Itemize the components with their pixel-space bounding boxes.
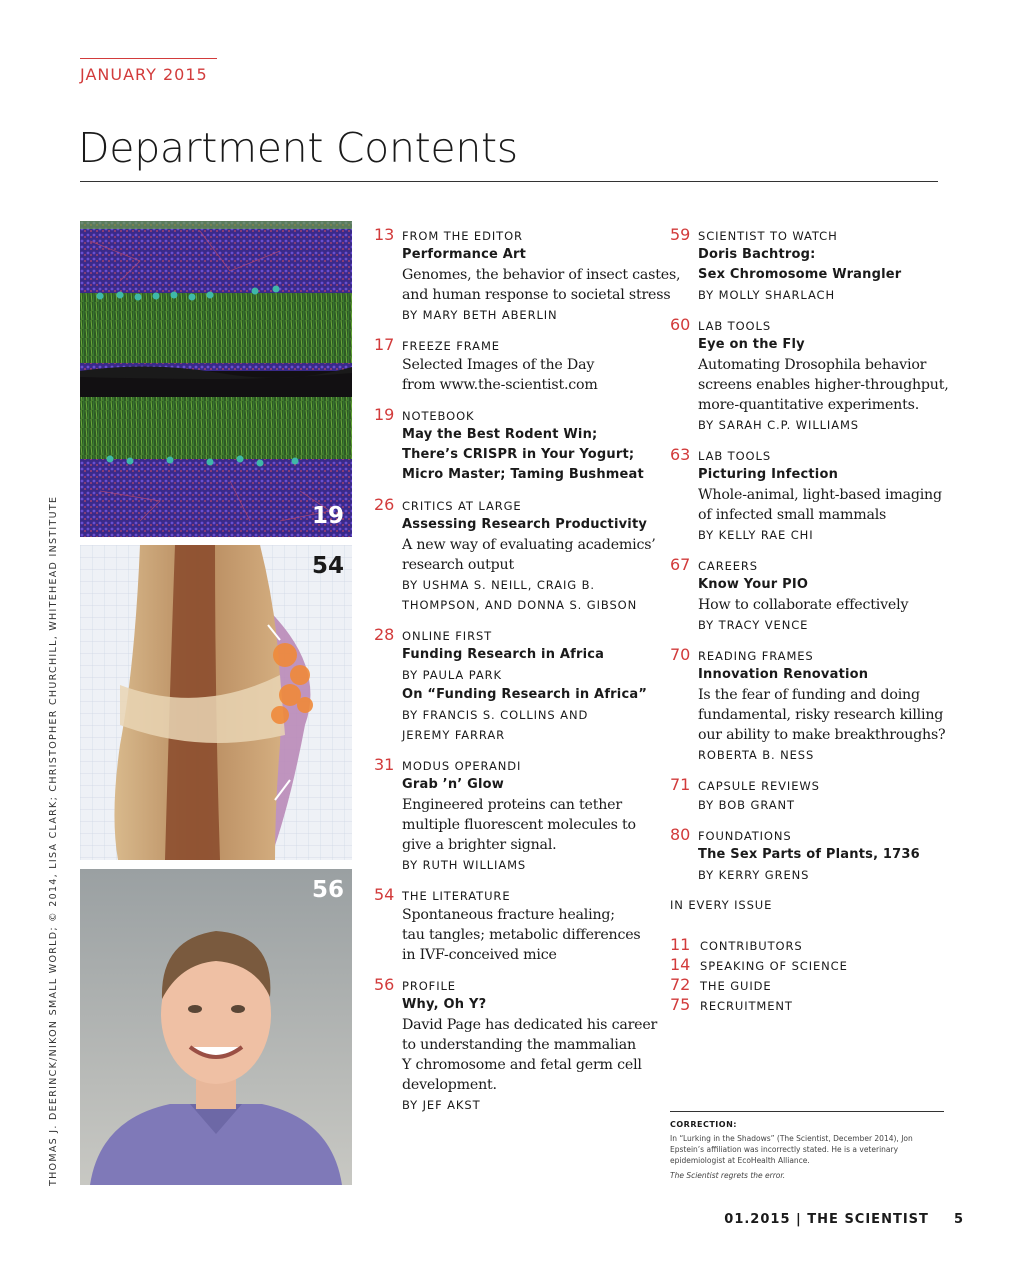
entry-byline: BY KERRY GRENS <box>698 868 810 882</box>
page-number: 19 <box>374 405 395 424</box>
photo-page-badge: 54 <box>311 553 344 579</box>
entry-description: Engineered proteins can tether <box>402 797 622 813</box>
every-issue-item[interactable] <box>670 975 950 995</box>
page-number: 75 <box>670 995 691 1014</box>
micrograph-illustration <box>80 221 352 537</box>
correction-heading: CORRECTION: <box>670 1120 737 1129</box>
contents-entry[interactable] <box>374 405 664 485</box>
contents-entry[interactable] <box>670 645 950 765</box>
entry-headline: Why, Oh Y? <box>402 997 487 1012</box>
entry-byline: BY KELLY RAE CHI <box>698 528 814 542</box>
entry-byline: JEREMY FARRAR <box>402 728 506 742</box>
entry-description: Is the fear of funding and doing <box>698 687 920 703</box>
entry-headline: Performance Art <box>402 247 527 262</box>
page-number: 71 <box>670 775 691 794</box>
correction-box <box>670 1111 944 1181</box>
entry-headline: Assessing Research Productivity <box>402 517 648 532</box>
every-issue-item[interactable] <box>670 955 950 975</box>
entry-headline: Innovation Renovation <box>698 667 869 682</box>
entry-description: and human response to societal stress <box>402 287 671 303</box>
entry-headline: Funding Research in Africa <box>402 647 605 662</box>
entry-description: of infected small mammals <box>698 507 887 523</box>
page-number: 56 <box>374 975 395 994</box>
contents-entry[interactable] <box>374 335 664 395</box>
page-number: 54 <box>374 885 395 904</box>
entry-byline: BY FRANCIS S. COLLINS AND <box>402 708 589 722</box>
entry-description: more-quantitative experiments. <box>698 397 920 413</box>
every-issue-item[interactable] <box>670 935 950 955</box>
entry-header <box>670 645 950 665</box>
entry-byline: BY PAULA PARK <box>402 668 502 682</box>
page-number: 72 <box>670 975 691 994</box>
entry-header <box>374 755 664 775</box>
page-number: 60 <box>670 315 691 334</box>
section-label: PROFILE <box>402 979 456 993</box>
portrait-photo <box>80 869 352 1185</box>
entry-description: multiple fluorescent molecules to <box>402 817 636 833</box>
entry-description: Spontaneous fracture healing; <box>402 907 615 923</box>
entry-description: tau tangles; metabolic differences <box>402 927 641 943</box>
entry-headline: On “Funding Research in Africa” <box>402 687 648 702</box>
page-number: 67 <box>670 555 691 574</box>
title-rule <box>80 181 938 182</box>
entry-description: David Page has dedicated his career <box>402 1017 658 1033</box>
entry-headline: Know Your PIO <box>698 577 809 592</box>
entry-byline: BY RUTH WILLIAMS <box>402 858 527 872</box>
entry-byline: ROBERTA B. NESS <box>698 748 815 762</box>
every-issue-label: IN EVERY ISSUE <box>670 898 773 912</box>
entry-byline: BY MOLLY SHARLACH <box>698 288 835 302</box>
contents-entry[interactable] <box>670 555 950 635</box>
page-number: 28 <box>374 625 395 644</box>
section-label: THE GUIDE <box>700 979 772 993</box>
entry-description: to understanding the mammalian <box>402 1037 636 1053</box>
entry-byline: BY JEF AKST <box>402 1098 481 1112</box>
entry-description: our ability to make breakthroughs? <box>698 727 946 743</box>
contents-entry[interactable] <box>670 825 950 885</box>
contents-entry[interactable] <box>374 885 664 965</box>
contents-entry[interactable] <box>670 775 950 815</box>
entry-header <box>374 625 664 645</box>
entry-header <box>374 405 664 425</box>
entry-byline: BY USHMA S. NEILL, CRAIG B. <box>402 578 595 592</box>
entry-description: from www.the-scientist.com <box>402 377 598 393</box>
micrograph-image <box>80 221 352 537</box>
page-footer <box>724 1212 964 1227</box>
issue-date-rule <box>80 58 217 59</box>
fracture-illustration-image <box>80 545 352 860</box>
entry-header <box>374 885 664 905</box>
every-issue-list <box>670 935 950 1015</box>
entry-description: Genomes, the behavior of insect castes, <box>402 267 681 283</box>
page-number: 5 <box>953 1212 964 1227</box>
section-label: CONTRIBUTORS <box>700 939 803 953</box>
photo-credit: THOMAS J. DEERINCK/NIKON SMALL WORLD; © 2014, LISA CLARK; CHRISTOPHER CHURCHILL, WHITEHEAD INSTITUTE <box>48 495 59 1186</box>
page-number: 26 <box>374 495 395 514</box>
section-label: SPEAKING OF SCIENCE <box>700 959 848 973</box>
section-label: MODUS OPERANDI <box>402 759 522 773</box>
page-number: 70 <box>670 645 691 664</box>
entry-header <box>374 975 664 995</box>
section-label: SCIENTIST TO WATCH <box>698 229 838 243</box>
page-number: 17 <box>374 335 395 354</box>
every-issue-item[interactable] <box>670 995 950 1015</box>
entry-description: give a brighter signal. <box>402 837 557 853</box>
entry-headline: Picturing Infection <box>698 467 839 482</box>
section-label: THE LITERATURE <box>402 889 511 903</box>
entry-description: research output <box>402 557 514 573</box>
entry-byline: BY SARAH C.P. WILLIAMS <box>698 418 860 432</box>
entry-header <box>670 555 950 575</box>
entry-header <box>670 775 950 795</box>
page-number: 14 <box>670 955 691 974</box>
section-label: LAB TOOLS <box>698 449 772 463</box>
entry-description: development. <box>402 1077 497 1093</box>
contents-column-right <box>670 225 950 1015</box>
page-number: 11 <box>670 935 691 954</box>
entry-byline: BY TRACY VENCE <box>698 618 809 632</box>
entry-header <box>670 445 950 465</box>
correction-note: The Scientist regrets the error. <box>670 1171 786 1180</box>
correction-text: In “Lurking in the Shadows” (The Scientist, December 2014), Jon Epstein’s affiliation was incorrectly stated. He is a veterinary epidemiologist at EcoHealth Alliance. <box>670 1134 913 1165</box>
entry-byline: THOMPSON, AND DONNA S. GIBSON <box>402 598 638 612</box>
entry-header <box>670 315 950 335</box>
portrait-illustration <box>80 869 352 1185</box>
section-label: ONLINE FIRST <box>402 629 493 643</box>
entry-description: A new way of evaluating academics’ <box>402 537 656 553</box>
entry-description: Automating Drosophila behavior <box>698 357 927 373</box>
entry-description: Selected Images of the Day <box>402 357 595 373</box>
entry-headline: Eye on the Fly <box>698 337 805 352</box>
page-number: 31 <box>374 755 395 774</box>
entry-headline: There’s CRISPR in Your Yogurt; <box>402 447 635 462</box>
entry-headline: May the Best Rodent Win; <box>402 427 598 442</box>
entry-headline: The Sex Parts of Plants, 1736 <box>698 847 920 862</box>
section-label: READING FRAMES <box>698 649 814 663</box>
photo-page-badge: 19 <box>311 503 344 529</box>
contents-entry[interactable] <box>670 315 950 435</box>
section-label: LAB TOOLS <box>698 319 772 333</box>
entry-header <box>670 225 950 245</box>
entry-byline: BY BOB GRANT <box>698 798 795 812</box>
entry-description: Whole-animal, light-based imaging <box>698 487 942 503</box>
contents-entry[interactable] <box>670 225 950 305</box>
section-label: CRITICS AT LARGE <box>402 499 522 513</box>
contents-entry[interactable] <box>670 445 950 545</box>
page-number: 59 <box>670 225 691 244</box>
footer-issue: 01.2015 | THE SCIENTIST <box>724 1212 929 1227</box>
section-label: RECRUITMENT <box>700 999 793 1013</box>
section-label: FREEZE FRAME <box>402 339 500 353</box>
page-title: Department Contents <box>78 124 518 172</box>
section-label: CAPSULE REVIEWS <box>698 779 820 793</box>
entry-description: in IVF-conceived mice <box>402 947 557 963</box>
entry-header <box>374 495 664 515</box>
right-entries <box>670 225 950 885</box>
page-number: 13 <box>374 225 395 244</box>
entry-header <box>374 225 664 245</box>
contents-entry[interactable] <box>374 625 664 745</box>
entry-headline: Sex Chromosome Wrangler <box>698 267 902 282</box>
page-number: 63 <box>670 445 691 464</box>
entry-description: screens enables higher-throughput, <box>698 377 949 393</box>
section-label: NOTEBOOK <box>402 409 475 423</box>
contents-entry[interactable] <box>374 975 664 1115</box>
contents-entry[interactable] <box>374 495 664 615</box>
photo-page-badge: 56 <box>311 877 344 903</box>
entry-headline: Micro Master; Taming Bushmeat <box>402 467 644 482</box>
entry-header <box>374 335 664 355</box>
bone-fracture-illustration <box>80 545 352 860</box>
entry-headline: Doris Bachtrog: <box>698 247 816 262</box>
page-number: 80 <box>670 825 691 844</box>
entry-headline: Grab ’n’ Glow <box>402 777 505 792</box>
entry-description: How to collaborate effectively <box>698 597 909 613</box>
entry-description: fundamental, risky research killing <box>698 707 944 723</box>
contents-entry[interactable] <box>374 755 664 875</box>
section-label: FROM THE EDITOR <box>402 229 523 243</box>
section-label: CAREERS <box>698 559 759 573</box>
entry-byline: BY MARY BETH ABERLIN <box>402 308 558 322</box>
entry-header <box>670 825 950 845</box>
section-label: FOUNDATIONS <box>698 829 792 843</box>
entry-description: Y chromosome and fetal germ cell <box>402 1057 642 1073</box>
issue-date: JANUARY 2015 <box>80 65 208 84</box>
